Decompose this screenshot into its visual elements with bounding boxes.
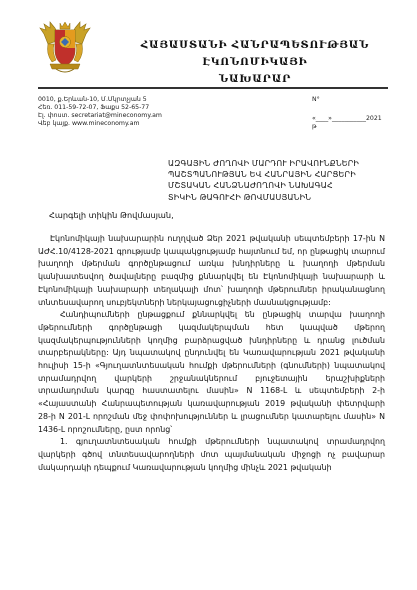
contact-address: 0010, ք.Երևան-10, Մ.Մկրտչյան 5 [38,96,147,103]
addressee-block [168,158,408,203]
body-paragraph: 1. գյուղատնտեսական հումքի մթերումների նպատակով տրամադրվող վարկերի գծով տնտեսավարողների մոտ պայմանական միջոցի ոչ բավարար մակարդակի դեպքում Կառավարության կողմից մինչև 2021 թվականի [38,437,385,472]
body-paragraph: Հանդիպումների ընթացքում քննարկվել են ընթացիկ տարվա խաղողի մթերումների գործընթացի կազմակերպման հետ կապված մթերող կազմակերպությունների կողմից բարձրացված խնդիրները և դրանց լուծման տարբերակները: Այդ նպատակով ընդունվել են Կառավարության 2021 թվականի հուլիսի 15-ի «Գյուղատնտեսական հումքի մթերումների (գնումների) նպատակով տրամադրվող վարկերի շրջանակներում բյուջետային երաշխիքների տրամադրման կարգը հաստատելու մասին» N 1168-Լ և սեպտեմբերի 2-ի «Հայաստանի Հանրապետության կառավարության 2019 թվականի փետրվարի 28-ի N 201-Լ որոշման մեջ փոփոխություններ և լրացումներ կատարելու մասին» N 1436-Լ որոշումները, ըստ որոնց՝ [38,310,385,434]
contact-block [38,96,162,128]
minister-title: ՆԱԽԱՐԱՐ [218,73,292,85]
registration-block [312,96,382,130]
registration-number-label: N° [312,96,320,103]
registration-year-suffix: թ [312,123,317,130]
ministry-title [110,37,400,88]
addressee-line: ՊԱՇՏՊԱՆՈՒԹՅԱՆ ԵՎ ՀԱՆՐԱՅԻՆ ՀԱՐՑԵՐԻ [168,170,356,180]
letter-body [38,233,385,474]
salutation: Հարգելի տիկին Թովմասյան, [49,210,174,220]
addressee-line: ԱԶԳԱՅԻՆ ԺՈՂՈՎԻ ՄԱՐԴՈՒ ԻՐԱՎՈՒՆՔՆԵՐԻ [168,159,360,168]
contact-web: Վեբ կայք. www.mineconomy.am [38,120,140,127]
body-paragraph: Էկոնոմիկայի նախարարին ուղղված Ձեր 2021 թվականի սեպտեմբերի 17-ին N ԱԺՀ.10/4128-2021 գրությամբ կապակցությամբ հայտնում եմ, որ ընթացիկ տարում խաղողի մթերման գործընթացում առկա խնդիրները և խաղողի մթերման կանխատեսվող ծավալները բազմից քննարկվել են Էկոնոմիկայի նախարարի և Էկոնոմիկայի նախարարի տեղակալի մոտ՝ խաղողի մթերումներ իրականացնող տնտեսավարող սուբյեկտների ներկայացուցիչների մասնակցությամբ: [38,234,385,307]
registration-date: «____»___________2021 [312,115,382,122]
contact-phone: Հեռ. 011-59-72-07, Ֆաքս 52-65-77 [38,104,150,111]
coat-of-arms-icon [36,20,94,76]
ministry-name: ՀԱՅԱՍՏԱՆԻ ՀԱՆՐԱՊԵՏՈՒԹՅԱՆ ԷԿՈՆՈՄԻԿԱՅԻ [140,39,370,68]
header-divider [38,87,388,89]
addressee-line: ՏԻԿԻՆ ԹԱԳՈՒՀԻ ԹՈՎՄԱՍՅԱՆԻՆ [168,192,312,202]
contact-email: Էլ. փոստ. secretariat@mineconomy.am [38,112,162,119]
addressee-line: ՄՇՏԱԿԱՆ ՀԱՆՁՆԱԺՈՂՈՎԻ ՆԱԽԱԳԱՀ [168,181,333,191]
